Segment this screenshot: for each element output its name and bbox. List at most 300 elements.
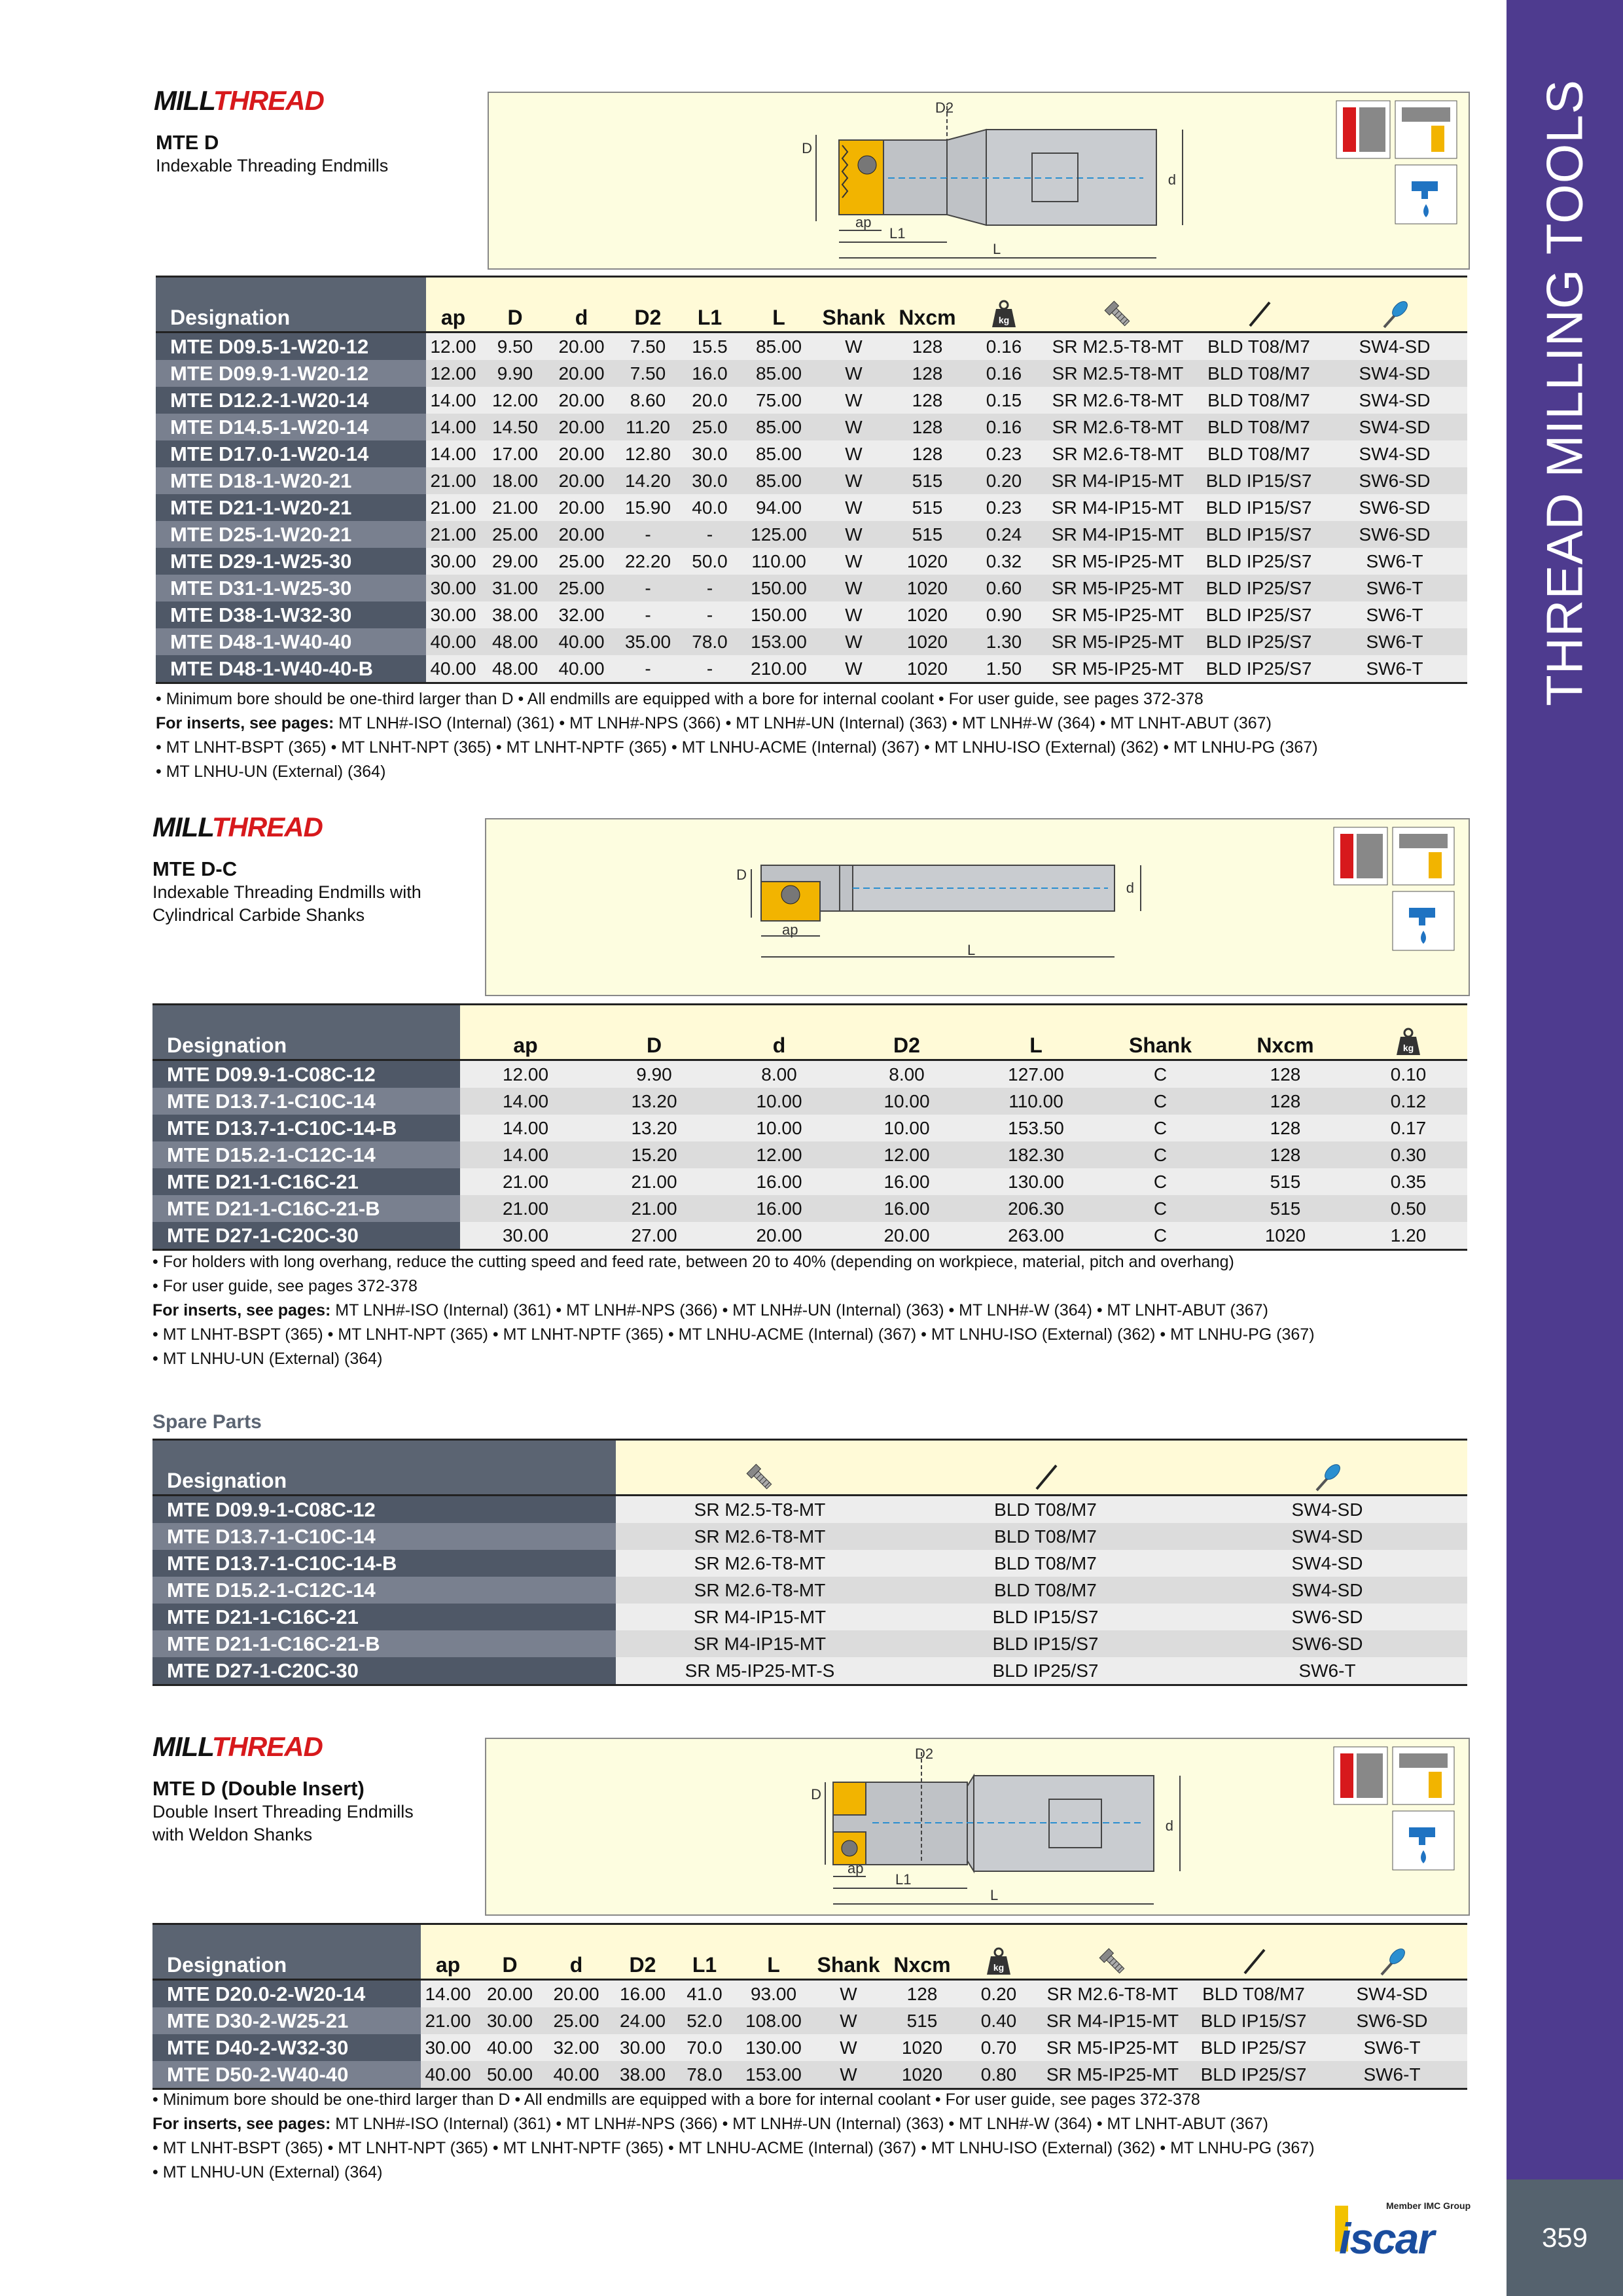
designation-cell: MTE D27-1-C20C-30 [152,1657,616,1685]
screw-icon [1040,277,1196,332]
table-cell: SR M2.6-T8-MT [1040,387,1196,414]
note-text: MT LNH#-ISO (Internal) (361) • MT LNH#-NPS (366) • MT LNH#-UN (Internal) (363) • MT LNH#-W (364) • MT LNHT-ABUT (367) [334,714,1272,732]
mte-d-double-table [152,1923,1467,2090]
product-desc: Cylindrical Carbide Shanks [152,905,365,925]
table-cell: 40.0 [683,494,737,521]
table-cell: 30.0 [683,467,737,494]
table-cell: 153.50 [972,1115,1099,1141]
table-cell: W [821,440,887,467]
notes-section-2 [152,1250,1435,1371]
col-nxcm: Nxcm [887,277,968,332]
table-cell: SW6-SD [1187,1604,1467,1630]
table-cell: 0.90 [968,601,1040,628]
table-cell: C [1099,1088,1221,1115]
brand-logo: MILLTHREAD [152,812,323,842]
table-cell: - [613,521,683,548]
table-cell: SW4-SD [1187,1523,1467,1550]
table-cell: 93.00 [732,1980,815,2008]
table-cell: 75.00 [737,387,821,414]
label-D2: D2 [915,1746,934,1762]
table-row [152,1060,1467,1088]
table-cell: SR M5-IP25-MT [1035,2061,1190,2089]
table-cell: W [815,1980,882,2008]
table-cell: 21.00 [426,494,480,521]
designation-cell: MTE D09.9-1-C08C-12 [152,1496,616,1524]
table-cell: 18.00 [480,467,550,494]
table-cell: BLD IP15/S7 [904,1604,1187,1630]
table-cell: W [821,575,887,601]
table-cell: W [815,2061,882,2089]
table-row [152,1115,1467,1141]
table-cell: SR M5-IP25-MT [1040,575,1196,601]
table-cell: 10.00 [841,1088,972,1115]
table-cell: 11.20 [613,414,683,440]
label-ap: ap [855,214,872,230]
table-cell: 108.00 [732,2007,815,2034]
table-cell: BLD IP15/S7 [1196,494,1322,521]
table-cell: 150.00 [737,601,821,628]
table-cell: 0.23 [968,440,1040,467]
weight-kg-icon [963,1924,1035,1980]
table-cell: BLD IP15/S7 [904,1630,1187,1657]
table-cell: 40.00 [426,628,480,655]
table-cell: 14.00 [460,1115,591,1141]
table-cell: 14.50 [480,414,550,440]
table-cell: BLD T08/M7 [904,1550,1187,1577]
table-cell: 1020 [887,655,968,683]
table-row [156,655,1467,683]
table-cell: 12.00 [426,360,480,387]
label-d: d [1165,1818,1173,1834]
label-ap: ap [847,1860,864,1876]
notes-section-1 [156,687,1438,784]
table-cell: BLD IP15/S7 [1190,2007,1317,2034]
table-cell: 38.00 [480,601,550,628]
table-cell: 128 [887,440,968,467]
table-cell: 0.70 [963,2034,1035,2061]
screwdriver-icon [1187,1440,1467,1496]
table-cell: W [821,387,887,414]
designation-cell: MTE D15.2-1-C12C-14 [152,1577,616,1604]
table-cell: 515 [887,521,968,548]
table-cell: SW4-SD [1187,1577,1467,1604]
table-cell: BLD T08/M7 [1196,414,1322,440]
table-cell: SR M5-IP25-MT [1040,601,1196,628]
table-cell: SW6-T [1322,601,1467,628]
table-cell: 16.0 [683,360,737,387]
table-cell: 0.60 [968,575,1040,601]
table-cell: 20.0 [683,387,737,414]
table-cell: SR M4-IP15-MT [1035,2007,1190,2034]
iscar-logo [1335,2199,1472,2265]
table-cell: 40.00 [426,655,480,683]
table-cell: 30.00 [460,1222,591,1250]
table-cell: SW4-SD [1322,414,1467,440]
product-name: MTE D-C [152,857,238,880]
designation-cell: MTE D09.9-1-C08C-12 [152,1060,460,1088]
table-cell: 0.16 [968,360,1040,387]
table-cell: 10.00 [717,1088,841,1115]
col-d: d [544,1924,608,1980]
table-cell: 515 [1221,1168,1349,1195]
col-nxcm: Nxcm [882,1924,963,1980]
table-cell: 515 [887,467,968,494]
table-cell: SW4-SD [1322,332,1467,361]
svg-text:kg: kg [998,315,1010,325]
table-cell: BLD IP25/S7 [1190,2061,1317,2089]
table-cell: SR M4-IP15-MT [616,1604,904,1630]
table-cell: SW6-T [1317,2034,1467,2061]
table-row [152,2034,1467,2061]
table-row [152,1577,1467,1604]
table-cell: SW4-SD [1322,387,1467,414]
table-cell: 8.00 [841,1060,972,1088]
col-d: d [717,1005,841,1060]
note-line: • For user guide, see pages 372-378 [152,1277,418,1295]
designation-cell: MTE D21-1-C16C-21 [152,1604,616,1630]
note-line: • Minimum bore should be one-third larger than D • All endmills are equipped with a bore for internal coolant • For user guide, see pages 372-378 [156,690,1204,708]
table-cell: 85.00 [737,360,821,387]
table-row [152,2007,1467,2034]
designation-cell: MTE D15.2-1-C12C-14 [152,1141,460,1168]
table-cell: 30.00 [475,2007,544,2034]
designation-cell: MTE D21-1-C16C-21-B [152,1630,616,1657]
table-cell: 14.00 [421,1980,475,2008]
col-D2: D2 [608,1924,677,1980]
table-cell: 16.00 [841,1168,972,1195]
designation-cell: MTE D09.5-1-W20-12 [156,332,426,361]
table-cell: 20.00 [550,387,613,414]
note-bold: For inserts, see pages: [152,2115,331,2133]
table-row [152,1168,1467,1195]
col-L: L [737,277,821,332]
table-cell: C [1099,1060,1221,1088]
table-cell: 128 [887,332,968,361]
table-cell: 16.00 [608,1980,677,2008]
table-row [156,548,1467,575]
page-number: 359 [1507,2179,1623,2296]
table-cell: W [821,548,887,575]
table-cell: 27.00 [591,1222,717,1250]
table-cell: 127.00 [972,1060,1099,1088]
weight-kg-icon [968,277,1040,332]
table-cell: 0.16 [968,332,1040,361]
table-cell: W [821,332,887,361]
table-cell: BLD IP25/S7 [1196,601,1322,628]
application-icons [1334,827,1454,950]
table-cell: 20.00 [841,1222,972,1250]
table-cell: - [683,655,737,683]
table-cell: BLD IP15/S7 [1196,467,1322,494]
table-cell: 0.15 [968,387,1040,414]
table-cell: - [683,575,737,601]
table-cell: 0.32 [968,548,1040,575]
table-cell: 128 [887,414,968,440]
table-cell: 515 [882,2007,963,2034]
table-cell: SR M5-IP25-MT [1035,2034,1190,2061]
product-desc: Indexable Threading Endmills [156,156,389,175]
key-icon [904,1440,1187,1496]
table-cell: SR M5-IP25-MT [1040,628,1196,655]
table-cell: 210.00 [737,655,821,683]
table-cell: SW4-SD [1187,1496,1467,1524]
col-L: L [972,1005,1099,1060]
table-cell: 0.12 [1349,1088,1467,1115]
table-cell: 85.00 [737,467,821,494]
table-cell: SR M5-IP25-MT [1040,655,1196,683]
mte-d-table [156,276,1467,684]
table-cell: SW6-T [1322,548,1467,575]
product-name: MTE D (Double Insert) [152,1777,365,1800]
table-cell: W [821,628,887,655]
designation-cell: MTE D21-1-C16C-21-B [152,1195,460,1222]
screw-icon [616,1440,904,1496]
table-cell: SW6-T [1322,628,1467,655]
table-cell: 0.16 [968,414,1040,440]
table-cell: 52.0 [677,2007,732,2034]
table-cell: 21.00 [421,2007,475,2034]
col-L: L [732,1924,815,1980]
table-cell: SW6-SD [1317,2007,1467,2034]
label-L: L [990,1887,999,1903]
table-cell: BLD T08/M7 [1196,440,1322,467]
table-cell: 48.00 [480,655,550,683]
table-cell: 30.00 [426,575,480,601]
table-cell: 38.00 [608,2061,677,2089]
table-cell: 25.00 [480,521,550,548]
table-cell: 515 [1221,1195,1349,1222]
table-cell: SW6-T [1317,2061,1467,2089]
table-cell: SR M2.5-T8-MT [1040,360,1196,387]
table-cell: 9.50 [480,332,550,361]
col-designation: Designation [152,1924,421,1980]
table-cell: 1.50 [968,655,1040,683]
table-cell: 0.80 [963,2061,1035,2089]
table-cell: 85.00 [737,414,821,440]
screwdriver-icon [1317,1924,1467,1980]
application-icons [1336,101,1457,224]
table-cell: SR M2.6-T8-MT [616,1577,904,1604]
table-cell: 14.00 [460,1088,591,1115]
table-cell: 70.0 [677,2034,732,2061]
table-cell: C [1099,1168,1221,1195]
table-cell: 128 [887,387,968,414]
table-cell: BLD IP25/S7 [1190,2034,1317,2061]
table-row [152,1980,1467,2008]
designation-cell: MTE D18-1-W20-21 [156,467,426,494]
table-cell: 85.00 [737,332,821,361]
table-cell: 182.30 [972,1141,1099,1168]
col-shank: Shank [815,1924,882,1980]
designation-cell: MTE D31-1-W25-30 [156,575,426,601]
table-cell: W [821,521,887,548]
table-cell: 16.00 [717,1168,841,1195]
designation-cell: MTE D25-1-W20-21 [156,521,426,548]
col-D: D [591,1005,717,1060]
table-cell: 206.30 [972,1195,1099,1222]
table-cell: BLD T08/M7 [1190,1980,1317,2008]
col-D: D [480,277,550,332]
note-text: MT LNH#-ISO (Internal) (361) • MT LNH#-NPS (366) • MT LNH#-UN (Internal) (363) • MT LNH#-W (364) • MT LNHT-ABUT (367) [330,1301,1268,1319]
table-row [152,1141,1467,1168]
table-cell: 20.00 [475,1980,544,2008]
table-cell: 20.00 [550,414,613,440]
table-cell: 8.00 [717,1060,841,1088]
table-cell: 24.00 [608,2007,677,2034]
product-header [152,1777,414,1846]
table-cell: 20.00 [544,1980,608,2008]
table-cell: 1020 [887,548,968,575]
table-cell: 12.00 [717,1141,841,1168]
label-D: D [811,1786,821,1803]
table-cell: 1020 [882,2034,963,2061]
table-row [156,575,1467,601]
table-cell: - [613,601,683,628]
label-d: d [1168,171,1176,188]
table-cell: 13.20 [591,1088,717,1115]
designation-cell: MTE D20.0-2-W20-14 [152,1980,421,2008]
table-cell: 78.0 [683,628,737,655]
designation-cell: MTE D13.7-1-C10C-14 [152,1088,460,1115]
logo-word: iscar [1339,2214,1434,2263]
col-designation: Designation [156,277,426,332]
designation-cell: MTE D48-1-W40-40 [156,628,426,655]
table-cell: 153.00 [737,628,821,655]
table-cell: 0.17 [1349,1115,1467,1141]
table-cell: 30.00 [421,2034,475,2061]
table-cell: 21.00 [426,467,480,494]
table-cell: 40.00 [544,2061,608,2089]
table-cell: - [683,521,737,548]
table-cell: 12.80 [613,440,683,467]
col-L1: L1 [677,1924,732,1980]
table-row [156,601,1467,628]
screw-icon [1035,1924,1190,1980]
table-row [156,387,1467,414]
table-cell: W [815,2034,882,2061]
table-cell: 128 [1221,1141,1349,1168]
table-cell: 30.00 [608,2034,677,2061]
key-icon [1190,1924,1317,1980]
table-row [152,2061,1467,2089]
col-ap: ap [460,1005,591,1060]
table-cell: 125.00 [737,521,821,548]
table-cell: 515 [887,494,968,521]
label-L: L [967,942,976,958]
col-shank: Shank [821,277,887,332]
designation-cell: MTE D09.9-1-W20-12 [156,360,426,387]
note-line [152,1299,1435,1323]
label-D: D [736,867,747,883]
designation-cell: MTE D50-2-W40-40 [152,2061,421,2089]
table-cell: 0.20 [968,467,1040,494]
product-header [156,131,388,177]
label-L1: L1 [895,1871,912,1888]
table-row [152,1630,1467,1657]
table-cell: W [821,414,887,440]
table-cell: 31.00 [480,575,550,601]
table-cell: SR M4-IP15-MT [1040,494,1196,521]
weight-kg-icon [1349,1005,1467,1060]
table-cell: BLD T08/M7 [904,1577,1187,1604]
table-cell: BLD T08/M7 [904,1523,1187,1550]
table-row [152,1523,1467,1550]
table-row [152,1550,1467,1577]
table-cell: BLD IP25/S7 [1196,575,1322,601]
table-cell: 1020 [887,628,968,655]
table-cell: 0.23 [968,494,1040,521]
table-row [156,494,1467,521]
product-desc: with Weldon Shanks [152,1825,313,1844]
table-cell: C [1099,1222,1221,1250]
table-cell: 40.00 [475,2034,544,2061]
table-cell: 1.20 [1349,1222,1467,1250]
table-cell: 12.00 [480,387,550,414]
table-cell: 14.00 [426,440,480,467]
table-cell: 16.00 [717,1195,841,1222]
table-cell: 40.00 [550,628,613,655]
col-D: D [475,1924,544,1980]
table-cell: 12.00 [841,1141,972,1168]
svg-text:kg: kg [993,1962,1005,1973]
product-desc: Double Insert Threading Endmills [152,1802,414,1821]
table-row [156,360,1467,387]
table-cell: 50.0 [683,548,737,575]
note-line: • MT LNHU-UN (External) (364) [156,762,386,781]
designation-cell: MTE D14.5-1-W20-14 [156,414,426,440]
table-row [156,440,1467,467]
note-line: • For holders with long overhang, reduce the cutting speed and feed rate, between 20 to 40% (depending on workpiece, material, pitch and overhang) [152,1253,1234,1271]
table-cell: 21.00 [426,521,480,548]
table-cell: BLD T08/M7 [1196,387,1322,414]
note-line: • MT LNHT-BSPT (365) • MT LNHT-NPT (365) • MT LNHT-NPTF (365) • MT LNHU-ACME (Internal) (367) • MT LNHU-ISO (External) (362) • MT LNHU-PG (367) [152,1325,1315,1344]
logo-member-text: Member IMC Group [1386,2200,1471,2211]
product-desc: Indexable Threading Endmills with [152,882,421,902]
table-cell: 1020 [882,2061,963,2089]
table-cell: 0.24 [968,521,1040,548]
table-cell: W [821,601,887,628]
table-cell: 8.60 [613,387,683,414]
side-title: THREAD MILLING TOOLS [1535,79,1594,706]
table-cell: 25.00 [550,548,613,575]
table-cell: BLD T08/M7 [904,1496,1187,1524]
table-cell: 1020 [887,601,968,628]
table-cell: 20.00 [717,1222,841,1250]
table-cell: 78.0 [677,2061,732,2089]
table-row [156,332,1467,361]
tool-diagram [488,92,1470,270]
table-cell: 20.00 [550,440,613,467]
table-cell: SR M2.6-T8-MT [616,1550,904,1577]
col-designation: Designation [152,1005,460,1060]
designation-cell: MTE D40-2-W32-30 [152,2034,421,2061]
table-cell: 128 [1221,1115,1349,1141]
table-cell: 30.00 [426,601,480,628]
label-L1: L1 [889,225,906,242]
product-header [152,857,421,927]
table-row [152,1222,1467,1250]
tool-diagram [485,818,1470,996]
table-cell: SR M5-IP25-MT-S [616,1657,904,1685]
designation-cell: MTE D13.7-1-C10C-14 [152,1523,616,1550]
table-cell: 1.30 [968,628,1040,655]
table-cell: 50.00 [475,2061,544,2089]
table-cell: 130.00 [732,2034,815,2061]
table-cell: BLD IP25/S7 [1196,628,1322,655]
table-cell: SR M2.5-T8-MT [1040,332,1196,361]
table-cell: 25.00 [550,575,613,601]
designation-cell: MTE D17.0-1-W20-14 [156,440,426,467]
